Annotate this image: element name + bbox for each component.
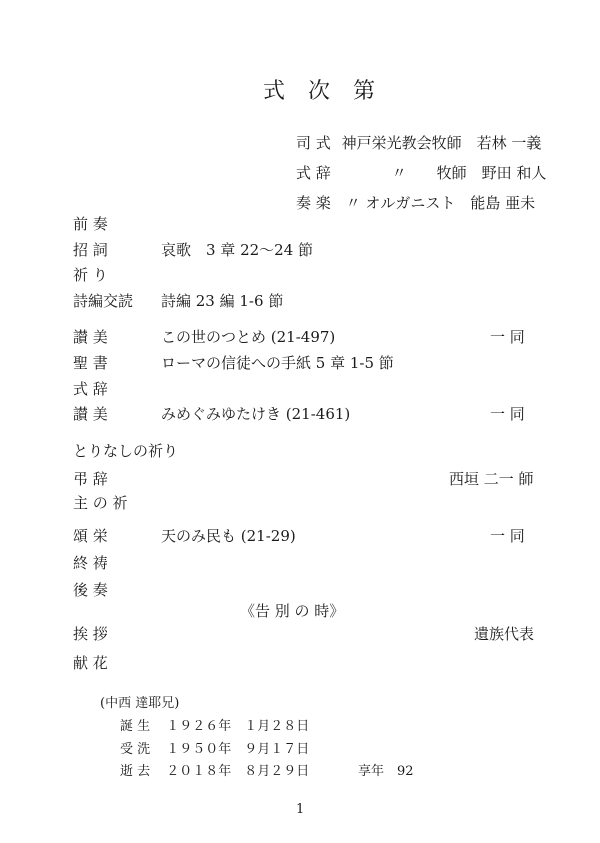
program-item bbox=[73, 492, 128, 513]
officiant-row-sermon bbox=[296, 162, 546, 183]
item-label: 弔 辞 bbox=[73, 470, 108, 488]
item-label: 挨 拶 bbox=[73, 625, 108, 643]
item-label: 頌 栄 bbox=[73, 527, 108, 545]
bio-date: １９２６年 １月２８日 bbox=[166, 719, 310, 734]
program-item bbox=[73, 213, 108, 234]
officiant-role: 奏 楽 bbox=[296, 194, 331, 212]
program-item bbox=[73, 290, 133, 311]
program-item bbox=[73, 264, 108, 285]
item-right: 一 同 bbox=[490, 328, 525, 346]
item-text: 天のみ民も (21-29) bbox=[161, 527, 296, 545]
item-label: 讃 美 bbox=[73, 328, 108, 346]
item-label: 前 奏 bbox=[73, 215, 108, 233]
bio-name: (中西 達耶兄) bbox=[100, 696, 180, 711]
item-label: 讃 美 bbox=[73, 405, 108, 423]
farewell-item bbox=[73, 652, 108, 673]
farewell-item bbox=[73, 623, 108, 644]
page-title bbox=[263, 74, 375, 105]
item-label: 祈 り bbox=[73, 266, 108, 284]
program-item bbox=[73, 378, 108, 399]
bio-age: 享年 92 bbox=[358, 764, 414, 779]
officiant-name: 〃 オルガニスト 能島 亜未 bbox=[345, 194, 536, 212]
officiant-name: 〃 牧師 野田 和人 bbox=[391, 164, 547, 182]
bio-label: 逝 去 bbox=[120, 764, 151, 779]
item-label: 主 の 祈 bbox=[73, 494, 128, 512]
item-right: 一 同 bbox=[490, 527, 525, 545]
bio-row bbox=[120, 715, 309, 734]
farewell-heading: 《告 別 の 時》 bbox=[240, 602, 345, 620]
program-item bbox=[73, 525, 108, 546]
program-item bbox=[73, 239, 108, 260]
page-number: 1 bbox=[296, 802, 305, 817]
item-label: 終 祷 bbox=[73, 554, 108, 572]
program-item bbox=[73, 326, 108, 347]
program-item bbox=[73, 440, 178, 461]
program-item bbox=[73, 552, 108, 573]
title-char-1: 式 bbox=[263, 79, 286, 104]
item-label: 詩編交読 bbox=[73, 292, 134, 310]
officiant-role: 司 式 bbox=[296, 134, 331, 152]
bio-label: 受 洗 bbox=[120, 742, 151, 757]
program-item bbox=[73, 579, 108, 600]
item-label: 献 花 bbox=[73, 654, 108, 672]
officiant-row-presider bbox=[296, 132, 541, 153]
item-label: 招 詞 bbox=[73, 241, 108, 259]
bio-date: ２０１８年 ８月２９日 bbox=[166, 764, 310, 779]
item-label: 聖 書 bbox=[73, 354, 108, 372]
program-item bbox=[73, 403, 108, 424]
program-item bbox=[73, 468, 108, 489]
officiant-name: 神戸栄光教会牧師 若林 一義 bbox=[341, 134, 542, 152]
bio-date: １９５０年 ９月１７日 bbox=[166, 742, 310, 757]
item-text: 哀歌 3 章 22～24 節 bbox=[161, 241, 314, 259]
bio-row bbox=[120, 738, 309, 757]
item-right: 一 同 bbox=[490, 405, 525, 423]
item-right: 遺族代表 bbox=[474, 625, 535, 643]
officiant-row-organ bbox=[296, 192, 535, 213]
bio-label: 誕 生 bbox=[120, 719, 151, 734]
item-right: 西垣 二一 師 bbox=[449, 470, 534, 488]
title-char-3: 第 bbox=[353, 79, 376, 104]
item-label: 後 奏 bbox=[73, 581, 108, 599]
item-text: ローマの信徒への手紙 5 章 1-5 節 bbox=[161, 354, 394, 372]
item-text: この世のつとめ (21-497) bbox=[161, 328, 336, 346]
title-char-2: 次 bbox=[308, 79, 331, 104]
item-label: 式 辞 bbox=[73, 380, 108, 398]
item-text: 詩編 23 編 1-6 節 bbox=[161, 292, 284, 310]
item-label: とりなしの祈り bbox=[73, 442, 179, 460]
bio-row bbox=[120, 760, 309, 779]
officiant-role: 式 辞 bbox=[296, 164, 331, 182]
item-text: みめぐみゆたけき (21-461) bbox=[161, 405, 351, 423]
program-item bbox=[73, 352, 108, 373]
